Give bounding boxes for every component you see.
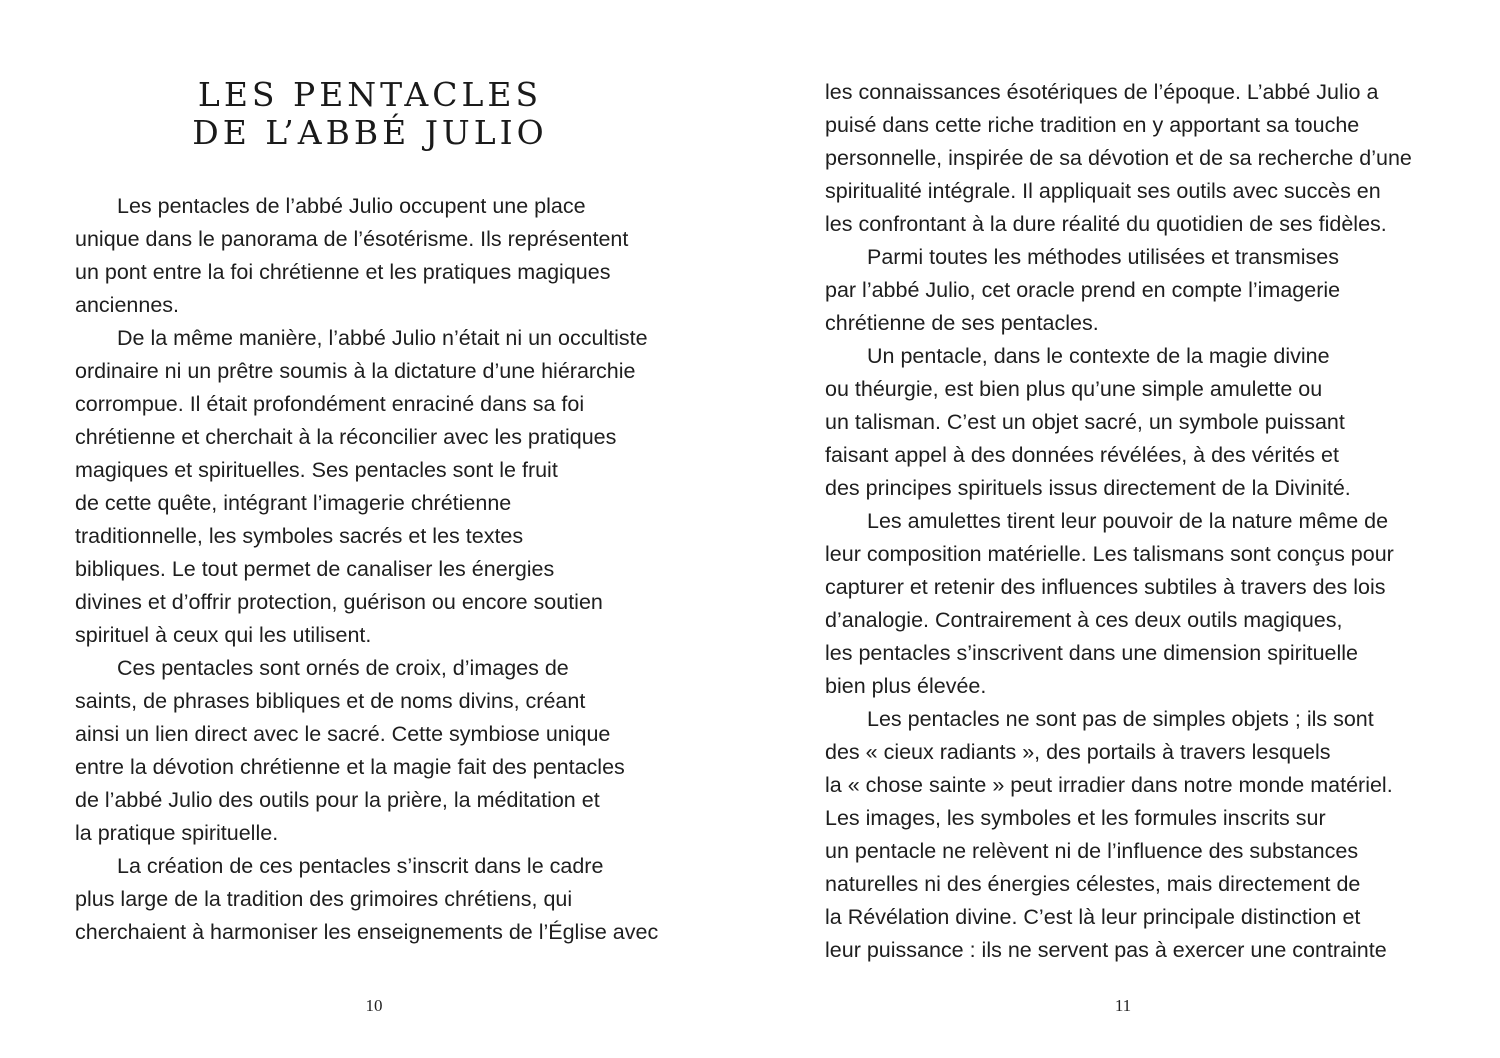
text-line: puisé dans cette riche tradition en y apportant sa touche — [825, 113, 1360, 137]
left-body-text — [75, 190, 695, 949]
text-line: par l’abbé Julio, cet oracle prend en compte l’imagerie — [825, 278, 1341, 302]
text-line: corrompue. Il était profondément enraciné dans sa foi — [75, 392, 585, 416]
text-line: naturelles ni des énergies célestes, mais directement de — [825, 872, 1361, 896]
text-line: la « chose sainte » peut irradier dans notre monde matériel. — [825, 773, 1393, 797]
text-line: plus large de la tradition des grimoires chrétiens, qui — [75, 887, 573, 911]
text-line: traditionnelle, les symboles sacrés et les textes — [75, 524, 524, 548]
text-line: les confrontant à la dure réalité du quotidien de ses fidèles. — [825, 212, 1387, 236]
text-line: des principes spirituels issus directement de la Divinité. — [825, 476, 1351, 500]
text-line: des « cieux radiants », des portails à travers lesquels — [825, 740, 1331, 764]
text-line: leur composition matérielle. Les talismans sont conçus pour — [825, 542, 1394, 566]
page-number: 10 — [365, 996, 383, 1015]
text-line: la Révélation divine. C’est là leur principale distinction et — [825, 905, 1361, 929]
text-line: ou théurgie, est bien plus qu’une simple amulette ou — [825, 377, 1323, 401]
page-number: 11 — [1114, 996, 1132, 1015]
text-line: de cette quête, intégrant l’imagerie chrétienne — [75, 491, 512, 515]
text-line: personnelle, inspirée de sa dévotion et de sa recherche d’une — [825, 146, 1412, 170]
text-line: Les images, les symboles et les formules inscrits sur — [825, 806, 1326, 830]
chapter-title-line: DE L’ABBÉ JULIO — [192, 113, 548, 152]
chapter-title-line: LES PENTACLES — [197, 75, 543, 114]
text-line: les connaissances ésotériques de l’époque. L’abbé Julio a — [825, 80, 1379, 104]
text-line: chrétienne et cherchait à la réconcilier avec les pratiques — [75, 425, 617, 449]
text-line: chrétienne de ses pentacles. — [825, 311, 1099, 335]
text-line: faisant appel à des données révélées, à des vérités et — [825, 443, 1339, 467]
text-line: bibliques. Le tout permet de canaliser les énergies — [75, 557, 555, 581]
text-line: Ces pentacles sont ornés de croix, d’images de — [117, 656, 569, 680]
text-line: unique dans le panorama de l’ésotérisme. Ils représentent — [75, 227, 629, 251]
text-line: les pentacles s’inscrivent dans une dimension spirituelle — [825, 641, 1359, 665]
text-line: Les amulettes tirent leur pouvoir de la nature même de — [867, 509, 1389, 533]
text-line: anciennes. — [75, 293, 179, 317]
text-line: spiritualité intégrale. Il appliquait ses outils avec succès en — [825, 179, 1381, 203]
text-line: ainsi un lien direct avec le sacré. Cette symbiose unique — [75, 722, 611, 746]
text-line: De la même manière, l’abbé Julio n’était ni un occultiste — [117, 326, 648, 350]
text-line: d’analogie. Contrairement à ces deux outils magiques, — [825, 608, 1343, 632]
text-line: Un pentacle, dans le contexte de la magie divine — [867, 344, 1330, 368]
text-line: Les pentacles de l’abbé Julio occupent une place — [117, 194, 586, 218]
text-line: magiques et spirituelles. Ses pentacles sont le fruit — [75, 458, 558, 482]
chapter-title — [75, 76, 665, 152]
text-line: de l’abbé Julio des outils pour la prière, la méditation et — [75, 788, 600, 812]
text-line: capturer et retenir des influences subtiles à travers des lois — [825, 575, 1386, 599]
text-line: divines et d’offrir protection, guérison ou encore soutien — [75, 590, 603, 614]
text-line: saints, de phrases bibliques et de noms divins, créant — [75, 689, 586, 713]
text-line: La création de ces pentacles s’inscrit dans le cadre — [117, 854, 604, 878]
text-line: la pratique spirituelle. — [75, 821, 279, 845]
text-line: ordinaire ni un prêtre soumis à la dictature d’une hiérarchie — [75, 359, 636, 383]
text-line: spirituel à ceux qui les utilisent. — [75, 623, 372, 647]
text-line: un pentacle ne relèvent ni de l’influence des substances — [825, 839, 1359, 863]
text-line: leur puissance : ils ne servent pas à exercer une contrainte — [825, 938, 1387, 962]
text-line: entre la dévotion chrétienne et la magie fait des pentacles — [75, 755, 625, 779]
text-line: Les pentacles ne sont pas de simples objets ; ils sont — [867, 707, 1374, 731]
text-line: Parmi toutes les méthodes utilisées et transmises — [867, 245, 1340, 269]
right-page — [750, 0, 1500, 1058]
text-line: cherchaient à harmoniser les enseignements de l’Église avec — [75, 920, 659, 944]
text-line: un pont entre la foi chrétienne et les pratiques magiques — [75, 260, 611, 284]
right-body-text — [825, 76, 1445, 967]
text-line: bien plus élevée. — [825, 674, 987, 698]
text-line: un talisman. C’est un objet sacré, un symbole puissant — [825, 410, 1345, 434]
